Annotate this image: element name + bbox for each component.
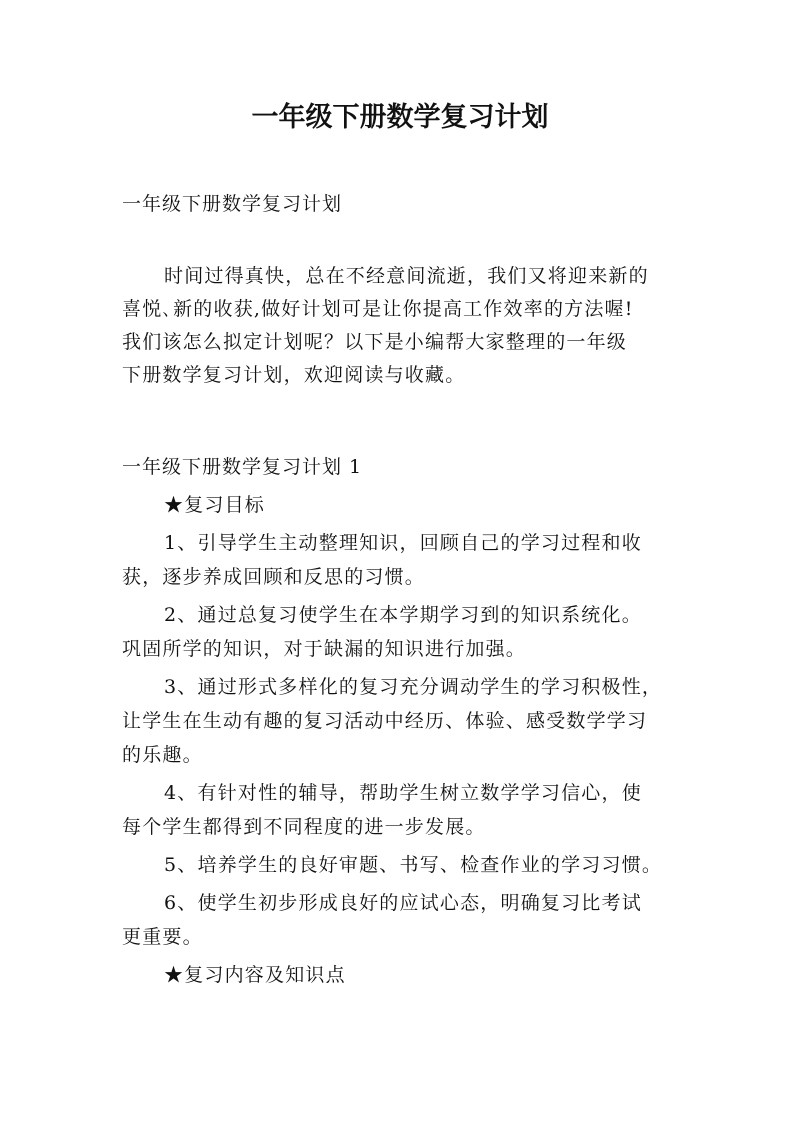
intro-paragraph: [122, 260, 688, 392]
goal-line: 更重要。: [122, 926, 203, 948]
goal-line: 让学生在生动有趣的复习活动中经历、体验、感受数学学习: [122, 710, 648, 732]
intro-line: 我们该怎么拟定计划呢？以下是小编帮大家整理的一年级: [122, 331, 628, 353]
intro-line: 喜悦､新的收获,做好计划可是让你提高工作效率的方法喔!: [122, 298, 634, 320]
section-title: 一年级下册数学复习计划 1: [122, 456, 363, 478]
goal-line: 5、培养学生的良好审题、书写、检查作业的学习习惯。: [164, 854, 663, 876]
goal-line: 4、有针对性的辅导，帮助学生树立数学学习信心，使: [164, 782, 642, 804]
intro-line: 下册数学复习计划，欢迎阅读与收藏。: [122, 364, 466, 386]
goal-line: 巩固所学的知识，对于缺漏的知识进行加强。: [122, 638, 527, 660]
goal-line: 6、使学生初步形成良好的应试心态，明确复习比考试: [164, 892, 642, 914]
goal-line: 每个学生都得到不同程度的进一步发展。: [122, 816, 486, 838]
goal-line: 2、通过总复习使学生在本学期学习到的知识系统化。: [164, 604, 642, 626]
document-title: 一年级下册数学复习计划: [251, 102, 549, 133]
goal-line: 获，逐步养成回顾和反思的习惯。: [122, 566, 426, 588]
intro-line: 时间过得真快，总在不经意间流逝，我们又将迎来新的: [164, 265, 649, 287]
goal-item-6: [122, 886, 688, 954]
goal-item-2: [122, 598, 688, 666]
goal-item-4: [122, 776, 688, 844]
goals-heading: ★复习目标: [164, 494, 266, 516]
goal-item-3: [122, 670, 688, 772]
goal-line: 3、通过形式多样化的复习充分调动学生的学习积极性，: [164, 676, 663, 698]
document-subtitle: 一年级下册数学复习计划: [122, 193, 343, 215]
goal-line: 1、引导学生主动整理知识，回顾自己的学习过程和收: [164, 532, 642, 554]
goal-line: 的乐趣。: [122, 744, 203, 766]
goal-item-1: [122, 526, 688, 594]
content-heading: ★复习内容及知识点: [164, 964, 346, 986]
section-plan-1: [122, 452, 688, 996]
goal-item-5: [122, 848, 688, 882]
